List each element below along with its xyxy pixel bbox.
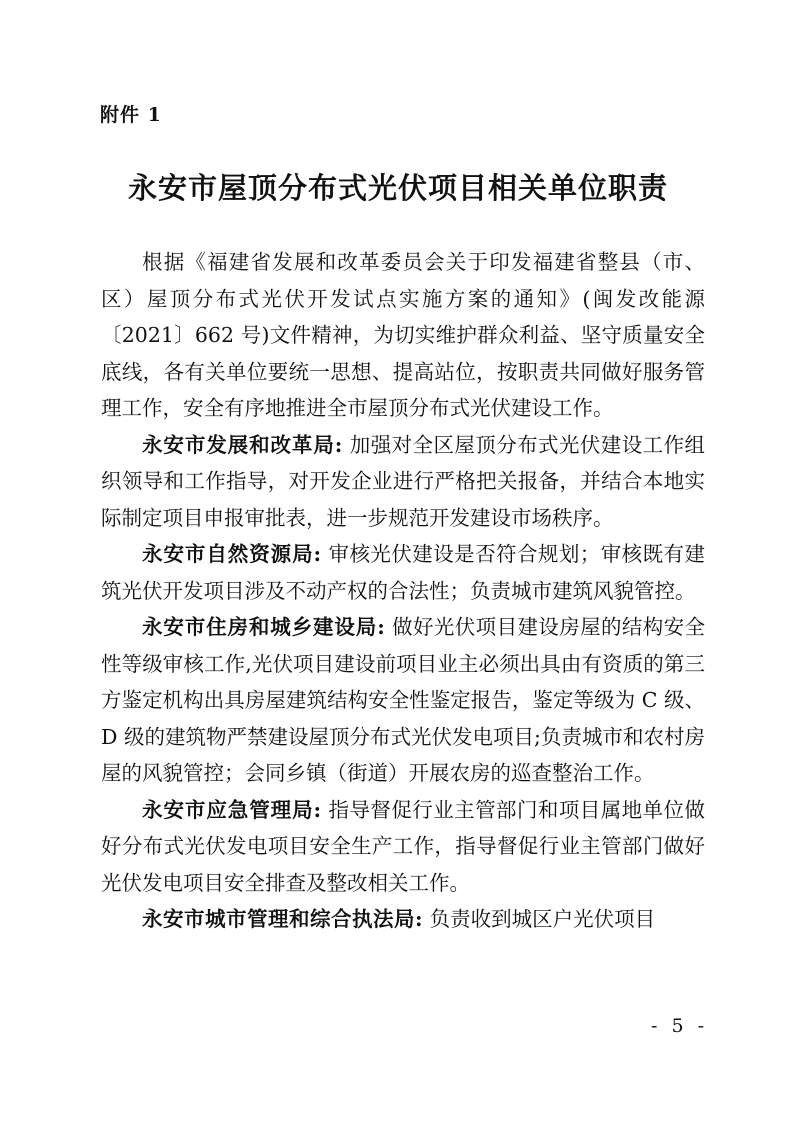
department-duties: 指导督促行业主管部门和项目属地单位做好分布式光伏发电项目安全生产工作，指导督促行业主管部门做好光伏发电项目安全排查及整改相关工作。: [101, 797, 705, 895]
department-duties: 负责收到城区户光伏项目: [423, 907, 656, 931]
department-duties: 加强对全区屋顶分布式光伏建设工作组织领导和工作指导，对开发企业进行严格把关报备，并结合本地实际制定项目申报审批表，进一步规范开发建设市场秩序。: [101, 432, 705, 530]
department-name: 永安市应急管理局:: [142, 797, 322, 822]
department-name: 永安市住房和城乡建设局:: [142, 615, 386, 639]
section-paragraph-housing-construction: [101, 609, 705, 792]
section-paragraph-natural-resources: [101, 536, 705, 609]
department-name: 永安市发展和改革局:: [142, 432, 343, 457]
department-duties: 审核光伏建设是否符合规划；审核既有建筑光伏开发项目涉及不动产权的合法性；负责城市建筑风貌管控。: [101, 542, 705, 603]
attachment-label: 附件 1: [100, 104, 162, 126]
department-name: 永安市自然资源局:: [142, 542, 322, 566]
document-title: 永安市屋顶分布式光伏项目相关单位职责: [127, 171, 668, 205]
document-body: [101, 244, 705, 938]
department-name: 永安市城市管理和综合执法局:: [142, 907, 424, 931]
department-duties: 做好光伏项目建设房屋的结构安全性等级审核工作,光伏项目建设前项目业主必须出具由有资质的第三方鉴定机构出具房屋建筑结构安全性鉴定报告，鉴定等级为 C 级、D 级的建筑物严禁建设屋顶分布式光伏发电项目;负责城市和农村房屋的风貌管控；会同乡镇（街道）开展农房的巡查整治工作。: [101, 615, 705, 785]
page-number: - 5 -: [650, 1015, 708, 1037]
section-paragraph-urban-management: [101, 901, 705, 938]
section-paragraph-development-reform: [101, 427, 705, 537]
intro-paragraph: 根据《福建省发展和改革委员会关于印发福建省整县（市、区）屋顶分布式光伏开发试点实施方案的通知》(闽发改能源〔2021〕662 号)文件精神，为切实维护群众利益、坚守质量安全底线，各有关单位要统一思想、提高站位，按职责共同做好服务管理工作，安全有序地推进全市屋顶分布式光伏建设工作。: [101, 250, 705, 420]
section-paragraph-emergency-management: [101, 792, 705, 902]
